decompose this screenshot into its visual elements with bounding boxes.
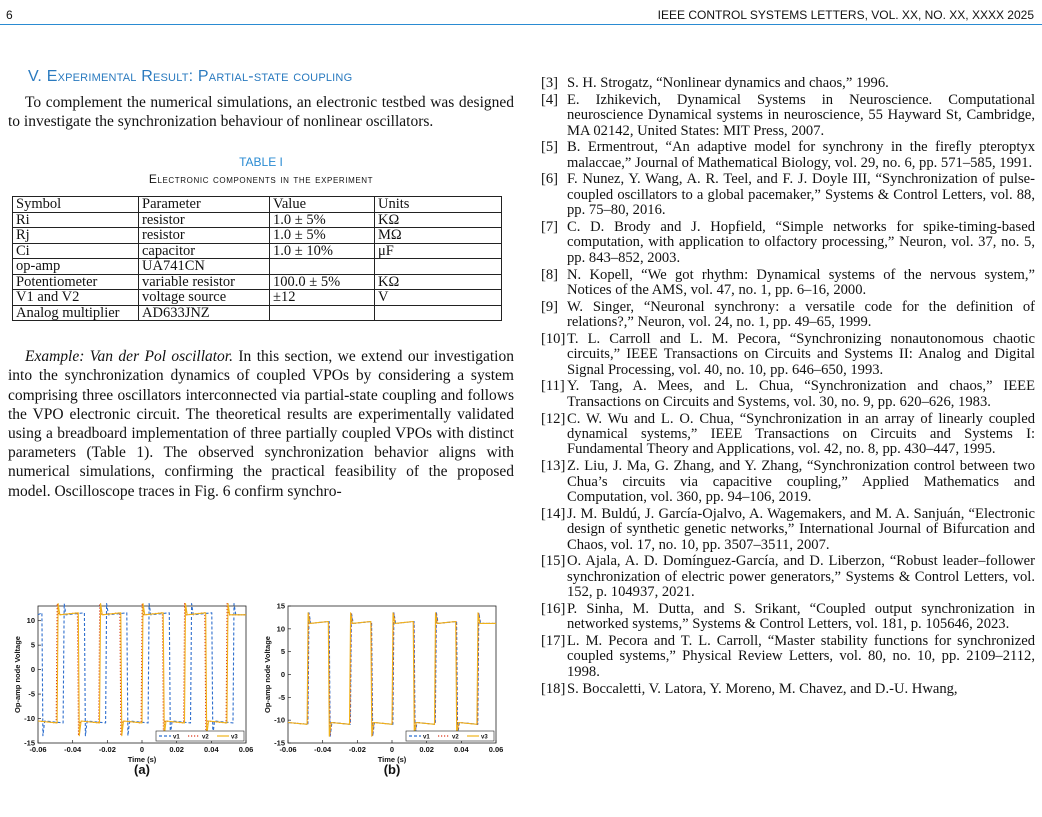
table-cell: resistor <box>139 212 270 228</box>
table-cell: 1.0 ± 5% <box>270 212 375 228</box>
y-axis-label: Op-amp node Voltage <box>263 636 272 713</box>
table-cell <box>270 259 375 275</box>
reference-item <box>541 507 1035 553</box>
reference-number: [3] <box>541 75 559 91</box>
table-cell: 100.0 ± 5% <box>270 274 375 290</box>
reference-item <box>541 76 1035 91</box>
x-tick-label: -0.06 <box>29 745 47 754</box>
table-cell <box>375 305 502 321</box>
x-axis-label: Time (s) <box>127 755 157 764</box>
reference-item <box>541 300 1035 331</box>
reference-item <box>541 172 1035 218</box>
reference-number: [7] <box>541 219 559 236</box>
table-cell: op-amp <box>13 259 139 275</box>
reference-number: [16] <box>541 600 566 617</box>
table-cell: KΩ <box>375 212 502 228</box>
legend-label: v1 <box>423 734 430 741</box>
section-title: V. Experimental Result: Partial-state coupling <box>28 68 353 85</box>
reference-number: [6] <box>541 171 559 188</box>
legend-label: v3 <box>231 734 238 741</box>
table-cell: UA741CN <box>139 259 270 275</box>
table-row <box>13 259 502 275</box>
reference-item <box>541 93 1035 139</box>
table-caption: Electronic components in the experiment <box>148 172 374 187</box>
reference-item <box>541 554 1035 600</box>
x-tick-label: -0.02 <box>348 745 366 754</box>
reference-text: O. Ajala, A. D. Domínguez-García, and D. Liberzon, “Robust leader–follower synchronization of electric power generators,” Systems & Control Letters, vol. 152, p. 104937, 2021. <box>567 553 1035 601</box>
table-cell: Rj <box>13 228 139 244</box>
reference-item <box>541 412 1035 458</box>
reference-text: C. D. Brody and J. Hopfield, “Simple networks for spike-timing-based computation, with application to olfactory processing,” Neuron, vol. 37, no. 5, pp. 843–852, 2003. <box>567 219 1035 266</box>
reference-number: [5] <box>541 139 559 156</box>
y-tick-label: -10 <box>274 715 285 725</box>
x-tick-label: 0.02 <box>419 745 434 754</box>
legend-label: v3 <box>481 734 488 741</box>
table-cell: variable resistor <box>139 274 270 290</box>
table-header-cell: Units <box>375 197 502 213</box>
reference-text: S. Boccaletti, V. Latora, Y. Moreno, M. Chavez, and D.-U. Hwang, <box>567 680 958 697</box>
reference-text: Z. Liu, J. Ma, G. Zhang, and Y. Zhang, “Synchronization control between two Chua’s circuits via capacitive coupling,” Applied Mathematics and Computation, vol. 360, pp. 94–106, 2019. <box>567 458 1035 505</box>
x-tick-label: 0.02 <box>169 745 184 754</box>
x-tick-label: -0.06 <box>279 745 297 754</box>
example-paragraph <box>8 347 514 501</box>
reference-number: [4] <box>541 91 559 108</box>
table-cell: resistor <box>139 228 270 244</box>
y-tick-label: -10 <box>24 714 35 724</box>
reference-text: Y. Tang, A. Mees, and L. Chua, “Synchronization and chaos,” IEEE Transactions on Circuits and Systems, vol. 30, no. 9, pp. 620–626, 1983. <box>567 378 1035 410</box>
journal-header: IEEE CONTROL SYSTEMS LETTERS, VOL. XX, NO. XX, XXXX 2025 <box>657 8 1034 22</box>
reference-number: [14] <box>541 505 566 522</box>
x-tick-label: 0.06 <box>238 745 254 754</box>
reference-text: T. L. Carroll and L. M. Pecora, “Synchronizing nonautonomous chaotic circuits,” IEEE Transactions on Circuits and Systems II: Analog and Digital Signal Processing, vol. 40, no. 10, pp. 646–650, 1993. <box>567 330 1035 378</box>
table-cell: μF <box>375 243 502 259</box>
panel-a <box>13 604 253 777</box>
reference-item <box>541 459 1035 505</box>
table-cell <box>270 305 375 321</box>
left-column <box>8 68 514 501</box>
x-tick-label: 0.04 <box>454 745 469 754</box>
reference-item <box>541 140 1035 171</box>
references-column <box>541 76 1035 698</box>
reference-text: N. Kopell, “We got rhythm: Dynamical systems of the nervous system,” Notices of the AMS, vol. 47, no. 1, pp. 6–16, 2000. <box>567 266 1035 298</box>
table-row <box>13 212 502 228</box>
table-header-cell: Value <box>270 197 375 213</box>
reference-item <box>541 220 1035 266</box>
y-tick-label: 5 <box>30 640 35 650</box>
table-cell: 1.0 ± 5% <box>270 228 375 244</box>
table-cell: voltage source <box>139 290 270 306</box>
y-tick-label: 5 <box>280 647 285 657</box>
example-lead: Example: Van der Pol oscillator. <box>25 348 233 366</box>
table-cell: ±12 <box>270 290 375 306</box>
y-tick-label: 15 <box>276 601 285 611</box>
y-tick-label: -5 <box>28 689 35 699</box>
panel-label: (a) <box>134 762 150 777</box>
reference-text: L. M. Pecora and T. L. Carroll, “Master stability functions for synchronized coupled systems,” Physical Review Letters, vol. 80, no. 10, pp. 2109–2112, 1998. <box>567 633 1035 680</box>
reference-text: J. M. Buldú, J. García-Ojalvo, A. Wagemakers, and M. A. Sanjuán, “Electronic design of synthetic genetic networks,” International Journal of Bifurcation and Chaos, vol. 17, no. 10, pp. 3507–3511, 2007. <box>567 505 1035 553</box>
table-row <box>13 290 502 306</box>
table-row <box>13 228 502 244</box>
reference-item <box>541 332 1035 378</box>
y-axis-label: Op-amp node Voltage <box>13 636 22 713</box>
y-tick-label: 0 <box>280 670 285 679</box>
y-tick-label: 10 <box>276 624 285 634</box>
table-header-row <box>13 197 502 213</box>
x-tick-label: 0.04 <box>204 745 219 754</box>
panel-label: (b) <box>383 762 401 777</box>
y-tick-label: 10 <box>26 616 35 626</box>
reference-text: F. Nunez, Y. Wang, A. R. Teel, and F. J. Doyle III, “Synchronization of pulse-coupled oscillators to a global pacemaker,” Systems & Control Letters, vol. 88, pp. 75–80, 2016. <box>567 171 1035 219</box>
legend-label: v2 <box>452 734 459 741</box>
page-header <box>0 0 1042 26</box>
reference-item <box>541 268 1035 299</box>
reference-text: C. W. Wu and L. O. Chua, “Synchronization in an array of linearly coupled dynamical systems,” IEEE Transactions on Circuits and Systems I: Fundamental Theory and Applications, vol. 42, no. 8, pp. 430–447, 1995. <box>567 410 1035 458</box>
table-cell: Analog multiplier <box>13 305 139 321</box>
table-cell: V <box>375 290 502 306</box>
table-cell: Ri <box>13 212 139 228</box>
components-table <box>12 196 502 321</box>
reference-number: [9] <box>541 298 559 315</box>
x-tick-label: 0.06 <box>488 745 504 754</box>
panel-b <box>263 602 503 778</box>
table-cell <box>375 259 502 275</box>
table-header-cell: Symbol <box>13 197 139 213</box>
table-row <box>13 274 502 290</box>
table-row <box>13 243 502 259</box>
table-cell: KΩ <box>375 274 502 290</box>
y-tick-label: -5 <box>278 692 285 702</box>
x-tick-label: -0.04 <box>314 745 332 754</box>
table-cell: AD633JNZ <box>139 305 270 321</box>
reference-number: [15] <box>541 553 566 570</box>
table-cell: Ci <box>13 243 139 259</box>
reference-item <box>541 634 1035 680</box>
y-tick-label: -15 <box>274 738 285 748</box>
table-row <box>13 305 502 321</box>
table-cell: capacitor <box>139 243 270 259</box>
x-tick-label: -0.02 <box>98 745 116 754</box>
reference-number: [17] <box>541 633 566 650</box>
reference-number: [12] <box>541 410 566 427</box>
table-header-cell: Parameter <box>139 197 270 213</box>
reference-item <box>541 379 1035 410</box>
x-tick-label: 0 <box>139 745 145 754</box>
legend-label: v1 <box>173 734 180 741</box>
y-tick-label: -15 <box>24 738 35 748</box>
x-tick-label: 0 <box>389 745 395 754</box>
reference-number: [13] <box>541 458 566 475</box>
reference-text: E. Izhikevich, Dynamical Systems in Neuroscience. Computational neuroscience Dynamical systems in neuroscience, 55 Hayward St, Cambridge, MA 02142, United States: MIT Press, 2007. <box>567 91 1035 139</box>
reference-number: [10] <box>541 330 566 347</box>
example-body: In this section, we extend our investigation into the synchronization dynamics of coupled VPOs by considering a system comprising three oscillators interconnected via partial-state coupling and follows the VPO electronic circuit. The theoretical results are experimentally validated using a breadboard implementation of three partially coupled VPOs with distinct parameters (Table 1). The observed synchronization behavior aligns with numerical simulations, confirming the practical feasibility of the proposed model. Oscilloscope traces in Fig. 6 confirm synchro- <box>8 348 514 500</box>
table-cell: Potentiometer <box>13 274 139 290</box>
legend-label: v2 <box>202 734 209 741</box>
x-axis-label: Time (s) <box>377 755 407 764</box>
x-tick-label: -0.04 <box>64 745 82 754</box>
table-cell: MΩ <box>375 228 502 244</box>
reference-number: [8] <box>541 266 559 283</box>
figure-6 <box>6 598 506 777</box>
reference-number: [18] <box>541 680 566 697</box>
reference-item <box>541 602 1035 633</box>
header-rule <box>0 24 1042 25</box>
y-tick-label: 0 <box>30 665 35 675</box>
reference-item <box>541 682 1035 697</box>
intro-paragraph: To complement the numerical simulations, an electronic testbed was designed to investigate the synchronization behaviour of nonlinear oscillators. <box>8 94 514 130</box>
reference-number: [11] <box>541 378 565 395</box>
reference-text: B. Ermentrout, “An adaptive model for synchrony in the firefly pteroptyx malaccae,” Journal of Mathematical Biology, vol. 29, no. 6, pp. 571–585, 1991. <box>567 139 1035 171</box>
reference-text: W. Singer, “Neuronal synchrony: a versatile code for the definition of relations?,” Neuron, vol. 24, no. 1, pp. 49–65, 1999. <box>567 298 1035 331</box>
table-cell: 1.0 ± 10% <box>270 243 375 259</box>
table-label: TABLE I <box>239 155 283 170</box>
reference-text: P. Sinha, M. Dutta, and S. Srikant, “Coupled output synchronization in networked systems,” Systems & Control Letters, vol. 181, p. 105646, 2023. <box>567 600 1035 633</box>
reference-text: S. H. Strogatz, “Nonlinear dynamics and chaos,” 1996. <box>567 75 889 91</box>
page-number: 6 <box>6 8 13 22</box>
table-cell: V1 and V2 <box>13 290 139 306</box>
